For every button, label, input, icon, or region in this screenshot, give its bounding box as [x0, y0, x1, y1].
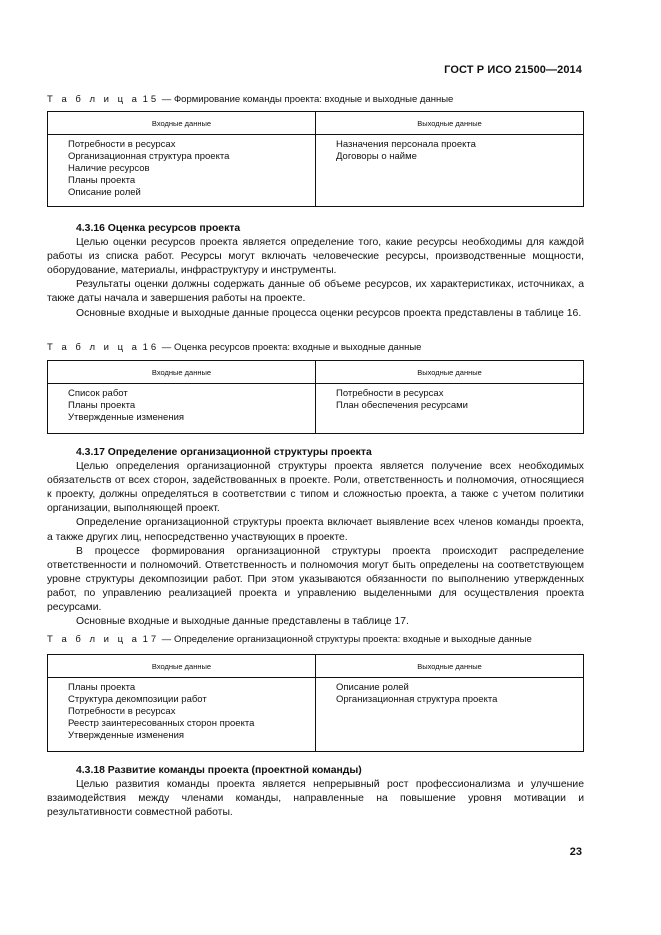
section-4-3-16 — [47, 222, 584, 321]
table-15 — [47, 111, 584, 207]
cell-list-item: Структура декомпозиции работ — [68, 694, 207, 705]
caption-label: Т а б л и ц а — [47, 634, 140, 645]
caption-number: 16 — [142, 342, 160, 353]
outputs-cell — [316, 135, 584, 207]
caption-label: Т а б л и ц а — [47, 94, 140, 105]
inputs-cell — [48, 384, 316, 434]
cell-list-item: Описание ролей — [68, 187, 141, 198]
cell-list-item: Организационная структура проекта — [68, 151, 230, 162]
cell-list-item: Список работ — [68, 388, 128, 399]
cell-list-item: Договоры о найме — [336, 151, 417, 162]
table-16 — [47, 360, 584, 434]
cell-list-item: Описание ролей — [336, 682, 409, 693]
paragraph: Основные входные и выходные данные процесса оценки ресурсов проекта представлены в таблице 16. — [76, 307, 582, 319]
cell-list-item: Организационная структура проекта — [336, 694, 498, 705]
caption-text: — Определение организационной структуры проекта: входные и выходные данные — [159, 634, 532, 645]
cell-list-item: Планы проекта — [68, 175, 136, 186]
cell-list-item: Утвержденные изменения — [68, 730, 185, 741]
col-header-inputs: Входные данные — [48, 655, 316, 678]
cell-list-item: Утвержденные изменения — [68, 412, 185, 423]
section-heading: 4.3.18 Развитие команды проекта (проектной команды) — [76, 765, 362, 776]
cell-list-item: Потребности в ресурсах — [336, 388, 444, 399]
outputs-cell — [316, 384, 584, 434]
section-4-3-18 — [47, 764, 584, 820]
caption-number: 15 — [142, 94, 160, 105]
paragraph: Целью оценки ресурсов проекта является определение того, какие ресурсы необходимы для каждой работы из списка работ. Ресурсы могут включать человеческие ресурсы, производственные мощности, оборудование, материалы, инфраструктуру и инструменты. — [47, 237, 584, 277]
paragraph: Основные входные и выходные данные представлены в таблице 17. — [76, 616, 409, 628]
inputs-cell — [48, 135, 316, 207]
paragraph: Целью определения организационной структуры проекта является получение всех необходимых обязательств от всех сторон, задействованных в проекте. Роли, ответственность и полномочия, относящиеся к проекту, должны определяться в соответствии с типом и сложностью проекта, а также с учетом политики организации, выполняющей проект. — [47, 461, 584, 515]
paragraph: В процессе формирования организационной структуры проекта происходит распределение ответственности и полномочий. Ответственность и полномочия могут быть определены на соответствующем уровне структуры декомпозиции работ. При этом указываются обязанности по выполнению утвержденных работ, по управлению реализацией проекта и управлению выделенными для осуществления проекта ресурсами. — [47, 545, 584, 614]
cell-list-item: Планы проекта — [68, 400, 136, 411]
table-16-caption — [47, 342, 421, 353]
paragraph: Результаты оценки должны содержать данные об объеме ресурсов, их характеристиках, источниках, а также даты начала и завершения работы на проекте. — [47, 279, 584, 305]
page-number: 23 — [569, 846, 582, 858]
cell-list-item: Потребности в ресурсах — [68, 139, 176, 150]
section-heading: 4.3.17 Определение организационной структуры проекта — [76, 447, 372, 458]
caption-text: — Оценка ресурсов проекта: входные и выходные данные — [159, 342, 422, 353]
cell-list-item: Планы проекта — [68, 682, 136, 693]
cell-list-item: Назначения персонала проекта — [336, 139, 476, 150]
inputs-cell — [48, 678, 316, 752]
col-header-inputs: Входные данные — [48, 112, 316, 135]
table-15-caption — [47, 94, 453, 105]
caption-number: 17 — [142, 634, 160, 645]
cell-list-item: План обеспечения ресурсами — [336, 400, 468, 411]
table-17-caption — [47, 634, 532, 645]
caption-text: — Формирование команды проекта: входные и выходные данные — [159, 94, 454, 105]
section-4-3-17 — [47, 446, 584, 629]
section-heading: 4.3.16 Оценка ресурсов проекта — [76, 223, 241, 234]
cell-list-item: Наличие ресурсов — [68, 163, 150, 174]
cell-list-item: Потребности в ресурсах — [68, 706, 176, 717]
col-header-outputs: Выходные данные — [316, 361, 584, 384]
paragraph: Целью развития команды проекта является непрерывный рост профессионализма и улучшение взаимодействия между членами команды, направленные на повышение уровня мотивации и результативности совместной работы. — [47, 779, 584, 819]
col-header-outputs: Выходные данные — [316, 112, 584, 135]
paragraph: Определение организационной структуры проекта включает выявление всех членов команды проекта, а также других лиц, непосредственно участвующих в проекте. — [47, 517, 584, 543]
caption-label: Т а б л и ц а — [47, 342, 140, 353]
outputs-cell — [316, 678, 584, 752]
col-header-outputs: Выходные данные — [316, 655, 584, 678]
table-17 — [47, 654, 584, 752]
document-header: ГОСТ Р ИСО 21500—2014 — [444, 64, 582, 76]
col-header-inputs: Входные данные — [48, 361, 316, 384]
cell-list-item: Реестр заинтересованных сторон проекта — [68, 718, 255, 729]
